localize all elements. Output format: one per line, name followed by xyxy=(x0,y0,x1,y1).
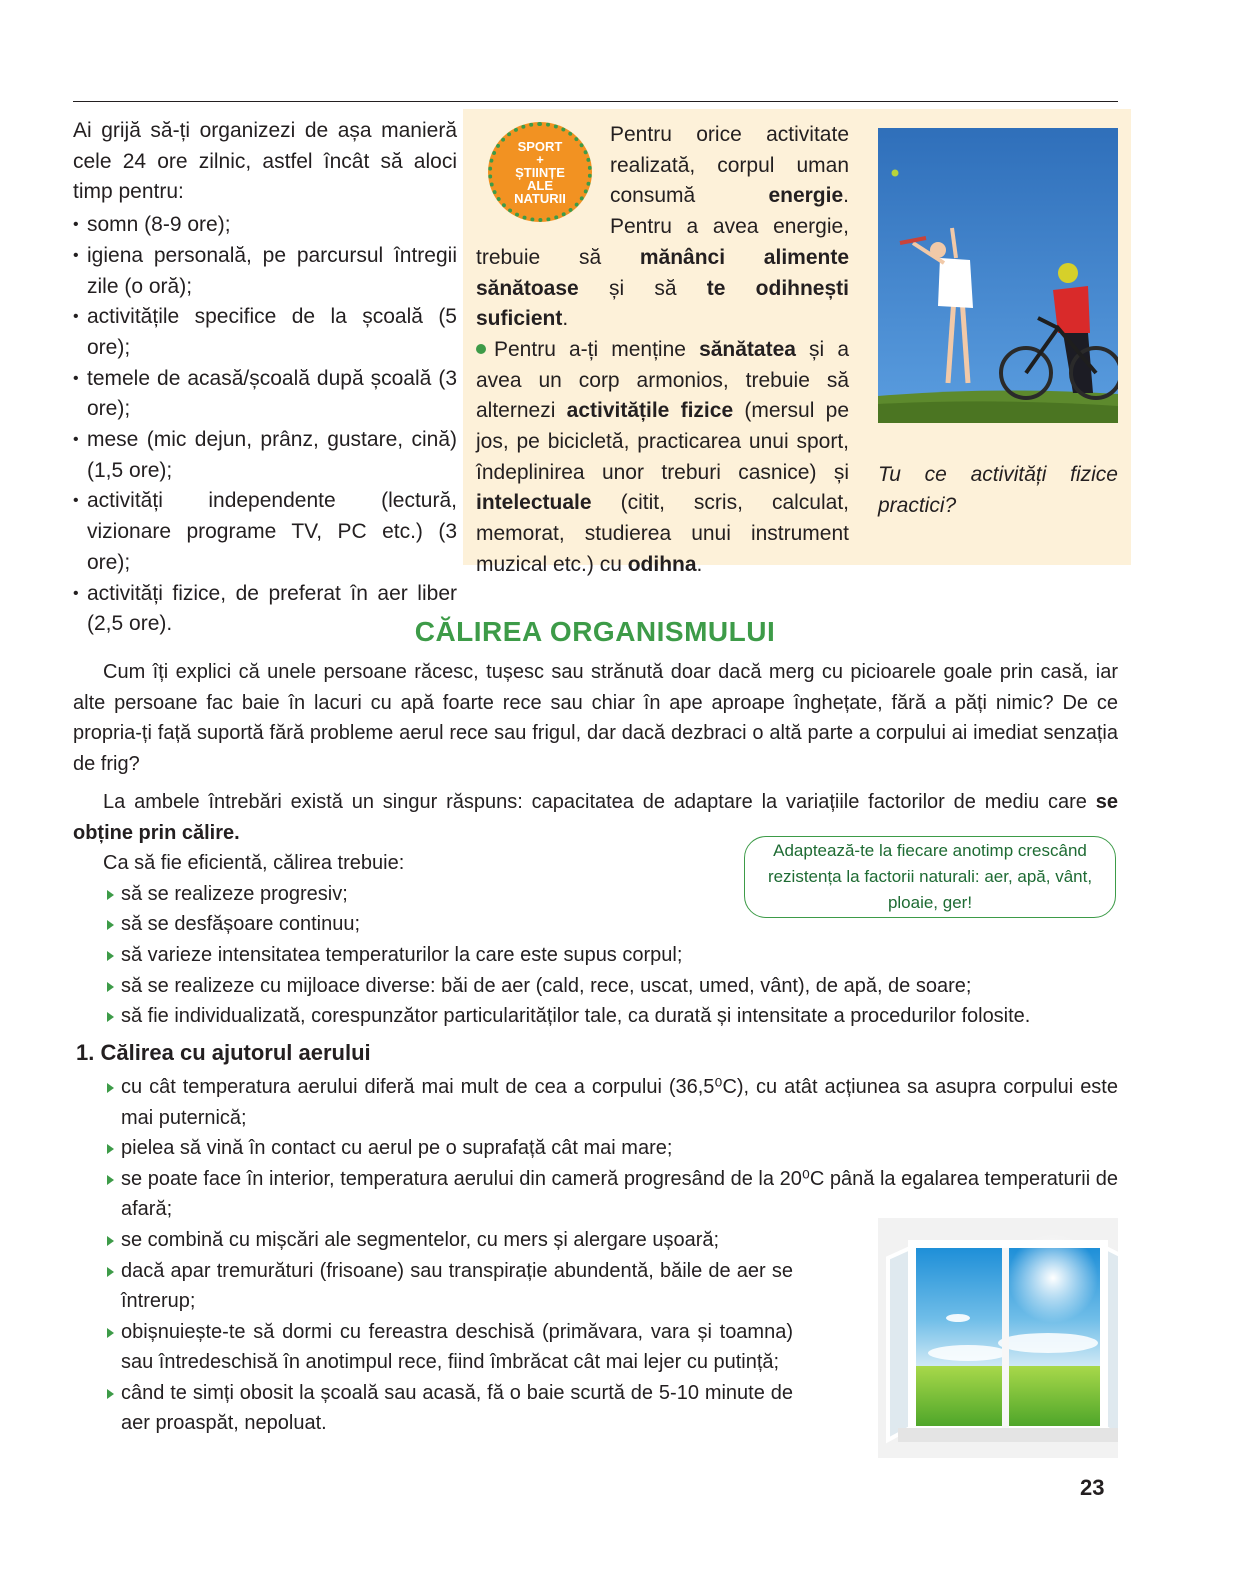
conditions-list-continued xyxy=(73,940,1118,1032)
badge-text: SPORT xyxy=(517,138,563,154)
list-item: pielea să vină în contact cu aerul pe o suprafață cât mai mare; xyxy=(103,1133,1118,1164)
text: . xyxy=(562,307,569,331)
list-item: să se desfășoare continuu; xyxy=(103,909,733,940)
text: La ambele întrebări există un singur răspuns: capacitatea de adaptare la variațiile factorilor de mediu care xyxy=(103,791,1096,813)
bold-text: odihna xyxy=(627,552,697,576)
bold-text: te odihnești suficient xyxy=(476,276,849,331)
conditions-list xyxy=(103,940,1118,1032)
top-rule xyxy=(73,101,1118,102)
text: . Pentru a avea energie, trebuie să xyxy=(476,184,849,269)
list-item: obișnuiește-te să dormi cu fereastra deschisă (primăvara, vara și toamna) sau întredeschisă în anotimpul rece, fiind îmbrăcat cât mai lejer cu putință; xyxy=(103,1317,793,1378)
badge-text: + xyxy=(536,151,544,167)
bullet-dot-icon xyxy=(476,344,486,354)
list-item: • mese (mic dejun, prânz, gustare, cină) (1,5 ore); xyxy=(73,425,457,486)
section-title: CĂLIREA ORGANISMULUI xyxy=(414,616,776,647)
bold-text: activitățile fizice xyxy=(566,399,734,423)
list-item: să fie individualizată, corespunzător particularităților tale, ca durată și intensitate a procedurilor folosite. xyxy=(103,1001,1118,1032)
text: și a avea un corp armonios, trebuie să alternezi xyxy=(476,337,849,423)
list-item: se poate face în interior, temperatura aerului din cameră progresând de la 20⁰C până la egalarea temperaturii de afară; xyxy=(103,1164,1118,1225)
air-hardening-list-continued xyxy=(103,1225,793,1439)
intro-question-paragraph xyxy=(73,657,1118,779)
text: (citit, scris, calculat, memorat, studierea unui instrument muzical etc.) cu xyxy=(476,491,849,576)
list-item: • activitățile specifice de la școală (5 ore); xyxy=(73,302,457,363)
sport-science-badge xyxy=(488,122,598,226)
list-item: • igiena personală, pe parcursul întregii zile (o oră); xyxy=(73,241,457,302)
text: . xyxy=(696,552,703,576)
list-item: • activități fizice, de preferat în aer liber (2,5 ore). xyxy=(73,579,457,640)
tennis-cycling-photo xyxy=(878,128,1118,423)
badge-text: NATURII xyxy=(514,190,566,206)
schedule-list xyxy=(73,210,457,640)
list-item: când te simți obosit la școală sau acasă, fă o baie scurtă de 5-10 minute de aer proaspăt, nepoluat. xyxy=(103,1378,793,1439)
tip-callout: Adaptează-te la fiecare anotimp crescând rezistența la factorii naturali: aer, apă, vânt, ploaie, ger! xyxy=(744,836,1116,918)
list-item: • temele de acasă/școală după școală (3 ore); xyxy=(73,364,457,425)
badge-text: ALE xyxy=(527,177,553,193)
list-item: cu cât temperatura aerului diferă mai mult de cea a corpului (36,5⁰C), cu atât acțiunea sa asupra corpului este mai puternică; xyxy=(103,1072,1118,1133)
arrow-list xyxy=(103,1225,793,1439)
badge-circle-icon xyxy=(488,122,592,222)
list-item: să varieze intensitatea temperaturilor la care este supus corpul; xyxy=(103,940,1118,971)
badge-text: ȘTIINȚE xyxy=(515,164,565,180)
schedule-intro: Ai grijă să-ți organizezi de așa manieră cele 24 ore zilnic, astfel încât să aloci timp pentru: xyxy=(73,119,457,204)
text: Pentru orice activitate realizată, corpul uman consumă xyxy=(610,123,849,208)
open-window-photo xyxy=(878,1218,1118,1458)
list-item: să se realizeze progresiv; xyxy=(103,879,733,910)
list-item: se combină cu mișcări ale segmentelor, cu mers și alergare ușoară; xyxy=(103,1225,793,1256)
subsection-title: 1. Călirea cu ajutorul aerului xyxy=(76,1040,371,1065)
conditions-list xyxy=(103,879,733,940)
bold-text: intelectuale xyxy=(476,491,592,515)
list-item: dacă apar tremurături (frisoane) sau transpirație abundentă, băile de aer se întrerup; xyxy=(103,1256,793,1317)
bold-text: se obține prin călire. xyxy=(73,791,1118,844)
bold-text: mănânci alimente sănătoase xyxy=(476,245,850,300)
list-item: • activități independente (lectură, vizionare programe TV, PC etc.) (3 ore); xyxy=(73,486,457,578)
text: Pentru a-ți menține xyxy=(494,337,700,361)
paragraph-text: Ca să fie eficientă, călirea trebuie: xyxy=(103,852,405,874)
bold-text: sănătatea xyxy=(699,337,796,361)
bold-text: energie xyxy=(768,184,844,208)
air-hardening-list xyxy=(103,1072,1118,1225)
photo-caption: Tu ce activități fizice practici? xyxy=(878,463,1118,517)
conditions-intro xyxy=(73,848,733,940)
list-item: • somn (8-9 ore); xyxy=(73,210,457,241)
daily-schedule-column xyxy=(73,116,457,640)
text: și să xyxy=(578,276,707,300)
arrow-list xyxy=(103,1072,1118,1225)
paragraph-text: Cum îți explici că unele persoane răcesc, tușesc sau strănută doar dacă merg cu picioarele goale prin casă, iar alte persoane fac baie în lacuri cu apă foarte rece sau chiar în ape aproape înghețate, fără a păți nimic? De ce propria-ți față suportă fără probleme aerul rece sau frigul, dar dacă dezbraci o altă parte a corpului ai imediat senzația de frig? xyxy=(73,661,1118,775)
health-paragraph xyxy=(476,335,849,581)
text: (mersul pe jos, pe bicicletă, practicarea unui sport, îndeplinirea unor treburi casnice) și xyxy=(476,399,850,484)
list-item: să se realizeze cu mijloace diverse: băi de aer (cald, rece, uscat, umed, vânt), de apă, de soare; xyxy=(103,971,1118,1002)
page-number: 23 xyxy=(1080,1475,1105,1500)
